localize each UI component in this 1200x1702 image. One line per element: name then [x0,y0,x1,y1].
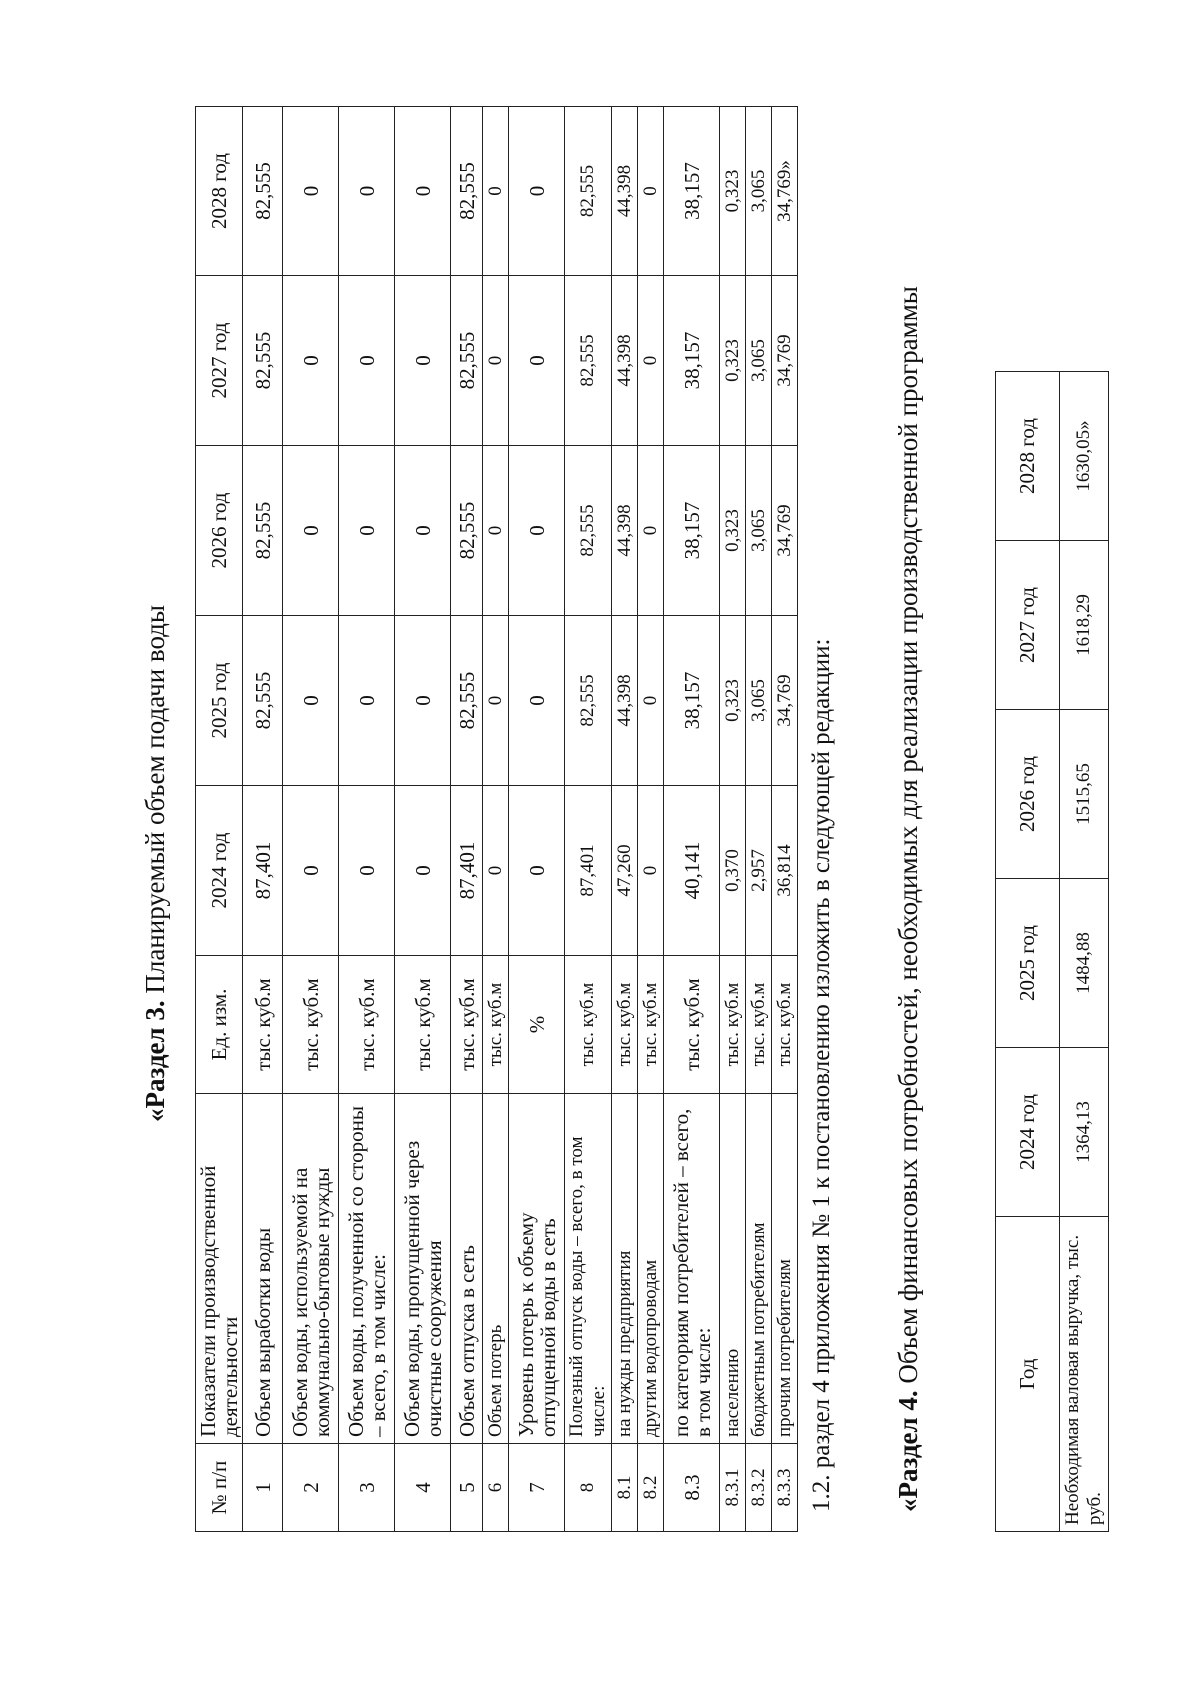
value-cell: 1618,29 [1060,541,1109,710]
value-cell: 0 [509,276,565,446]
rotated-page [0,112,1130,1702]
value-cell: 0 [283,107,339,276]
value-cell: 0 [283,616,339,786]
header-cell: Год [996,1217,1060,1532]
row-number: 7 [509,1444,565,1532]
row-label: на нужды предприятия [612,1094,638,1444]
value-cell: 0 [638,276,664,446]
value-cell: 3,065 [746,276,772,446]
header-cell: Показатели производственной деятельности [196,1094,243,1444]
unit-cell: тыс. куб.м [451,956,483,1094]
value-cell: 0,370 [720,786,746,956]
value-cell: 0 [638,107,664,276]
header-cell: 2024 год [996,1048,1060,1217]
header-cell: 2025 год [196,616,243,786]
value-cell: 44,398 [612,446,638,616]
table-row [772,107,798,1532]
row-label: Необходимая валовая выручка, тыс. руб. [1060,1217,1109,1532]
value-cell: 40,141 [664,786,720,956]
header-cell: 2026 год [996,710,1060,879]
unit-cell: тыс. куб.м [565,956,612,1094]
value-cell: 0 [638,786,664,956]
value-cell: 38,157 [664,107,720,276]
row-number: 8 [565,1444,612,1532]
table-row [565,107,612,1532]
unit-cell: тыс. куб.м [638,956,664,1094]
value-cell: 0 [339,276,395,446]
value-cell: 82,555 [565,276,612,446]
value-cell: 0 [395,276,451,446]
value-cell: 0 [509,786,565,956]
row-number: 8.3.2 [746,1444,772,1532]
value-cell: 0,323 [720,616,746,786]
unit-cell: тыс. куб.м [483,956,509,1094]
unit-cell: тыс. куб.м [339,956,395,1094]
row-label: бюджетным потребителям [746,1094,772,1444]
row-number: 2 [283,1444,339,1532]
value-cell: 0 [339,446,395,616]
value-cell: 34,769 [772,616,798,786]
value-cell: 0 [483,616,509,786]
value-cell: 82,555 [451,107,483,276]
row-label: Объем воды, пропущенной через очистные сооружения [395,1094,451,1444]
table-row [509,107,565,1532]
header-cell: 2028 год [996,372,1060,541]
value-cell: 34,769» [772,107,798,276]
value-cell: 0 [283,446,339,616]
value-cell: 0,323 [720,276,746,446]
row-label: Полезный отпуск воды – всего, в том числе: [565,1094,612,1444]
table-row [612,107,638,1532]
value-cell: 44,398 [612,276,638,446]
value-cell: 38,157 [664,616,720,786]
table-header-row [196,107,243,1532]
value-cell: 0,323 [720,107,746,276]
row-label: Объем выработки воды [243,1094,283,1444]
value-cell: 87,401 [451,786,483,956]
value-cell: 44,398 [612,107,638,276]
value-cell: 0 [283,786,339,956]
row-label: Объем воды, полученной со стороны – всего, в том числе: [339,1094,395,1444]
unit-cell: % [509,956,565,1094]
row-label: Объем воды, используемой на коммунально-бытовые нужды [283,1094,339,1444]
row-number: 6 [483,1444,509,1532]
value-cell: 0 [638,616,664,786]
row-number: 8.1 [612,1444,638,1532]
row-number: 5 [451,1444,483,1532]
finance-table [995,371,1109,1532]
value-cell: 36,814 [772,786,798,956]
row-label: по категориям потребителей – всего, в том числе: [664,1094,720,1444]
table-row [243,107,283,1532]
value-cell: 0 [395,446,451,616]
value-cell: 0 [483,786,509,956]
unit-cell: тыс. куб.м [720,956,746,1094]
value-cell: 0 [395,107,451,276]
table-row [638,107,664,1532]
header-cell: 2025 год [996,879,1060,1048]
value-cell: 0 [509,616,565,786]
water-supply-table [195,106,798,1532]
value-cell: 34,769 [772,446,798,616]
value-cell: 0 [483,446,509,616]
section4-title: «Раздел 4. Объем финансовых потребностей, необходимых для реализации производственной программы [893,286,923,1512]
value-cell: 0 [509,446,565,616]
value-cell: 1630,05» [1060,372,1109,541]
table-row [1060,372,1109,1532]
row-number: 8.3.3 [772,1444,798,1532]
value-cell: 47,260 [612,786,638,956]
value-cell: 82,555 [451,276,483,446]
table-row [395,107,451,1532]
section3-title: «Раздел 3. Планируемый объем подачи воды [140,604,170,1122]
value-cell: 44,398 [612,616,638,786]
value-cell: 87,401 [243,786,283,956]
row-number: 8.3.1 [720,1444,746,1532]
table-row [664,107,720,1532]
header-cell: 2027 год [996,541,1060,710]
value-cell: 1515,65 [1060,710,1109,879]
table-row [283,107,339,1532]
row-label: другим водопроводам [638,1094,664,1444]
value-cell: 0 [483,107,509,276]
row-number: 4 [395,1444,451,1532]
value-cell: 1364,13 [1060,1048,1109,1217]
value-cell: 0 [483,276,509,446]
unit-cell: тыс. куб.м [395,956,451,1094]
header-cell: Ед. изм. [196,956,243,1094]
value-cell: 0 [283,276,339,446]
table-row [339,107,395,1532]
unit-cell: тыс. куб.м [664,956,720,1094]
value-cell: 0 [395,616,451,786]
unit-cell: тыс. куб.м [746,956,772,1094]
value-cell: 0 [509,107,565,276]
unit-cell: тыс. куб.м [243,956,283,1094]
table-row [483,107,509,1532]
paragraph-1-2: 1.2. раздел 4 приложения № 1 к постановлению изложить в следующей редакции: [808,638,835,1512]
value-cell: 82,555 [243,446,283,616]
header-cell: 2028 год [196,107,243,276]
row-label: населению [720,1094,746,1444]
value-cell: 82,555 [565,107,612,276]
value-cell: 38,157 [664,276,720,446]
value-cell: 82,555 [243,616,283,786]
unit-cell: тыс. куб.м [283,956,339,1094]
value-cell: 0,323 [720,446,746,616]
unit-cell: тыс. куб.м [612,956,638,1094]
row-label: Уровень потерь к объему отпущенной воды в сеть [509,1094,565,1444]
table-header-row [996,372,1060,1532]
value-cell: 87,401 [565,786,612,956]
value-cell: 3,065 [746,616,772,786]
row-number: 8.2 [638,1444,664,1532]
row-number: 3 [339,1444,395,1532]
value-cell: 2,957 [746,786,772,956]
value-cell: 82,555 [565,616,612,786]
header-cell: 2024 год [196,786,243,956]
table-row [720,107,746,1532]
value-cell: 0 [395,786,451,956]
row-label: Объем потерь [483,1094,509,1444]
header-cell: 2027 год [196,276,243,446]
value-cell: 82,555 [451,616,483,786]
value-cell: 0 [638,446,664,616]
value-cell: 1484,88 [1060,879,1109,1048]
value-cell: 82,555 [243,107,283,276]
row-label: Объем отпуска в сеть [451,1094,483,1444]
unit-cell: тыс. куб.м [772,956,798,1094]
value-cell: 82,555 [243,276,283,446]
header-cell: 2026 год [196,446,243,616]
value-cell: 82,555 [565,446,612,616]
value-cell: 38,157 [664,446,720,616]
value-cell: 0 [339,107,395,276]
row-label: прочим потребителям [772,1094,798,1444]
row-number: 8.3 [664,1444,720,1532]
value-cell: 3,065 [746,446,772,616]
row-number: 1 [243,1444,283,1532]
table-row [451,107,483,1532]
value-cell: 34,769 [772,276,798,446]
value-cell: 3,065 [746,107,772,276]
table-row [746,107,772,1532]
value-cell: 82,555 [451,446,483,616]
value-cell: 0 [339,786,395,956]
value-cell: 0 [339,616,395,786]
header-cell: № п/п [196,1444,243,1532]
